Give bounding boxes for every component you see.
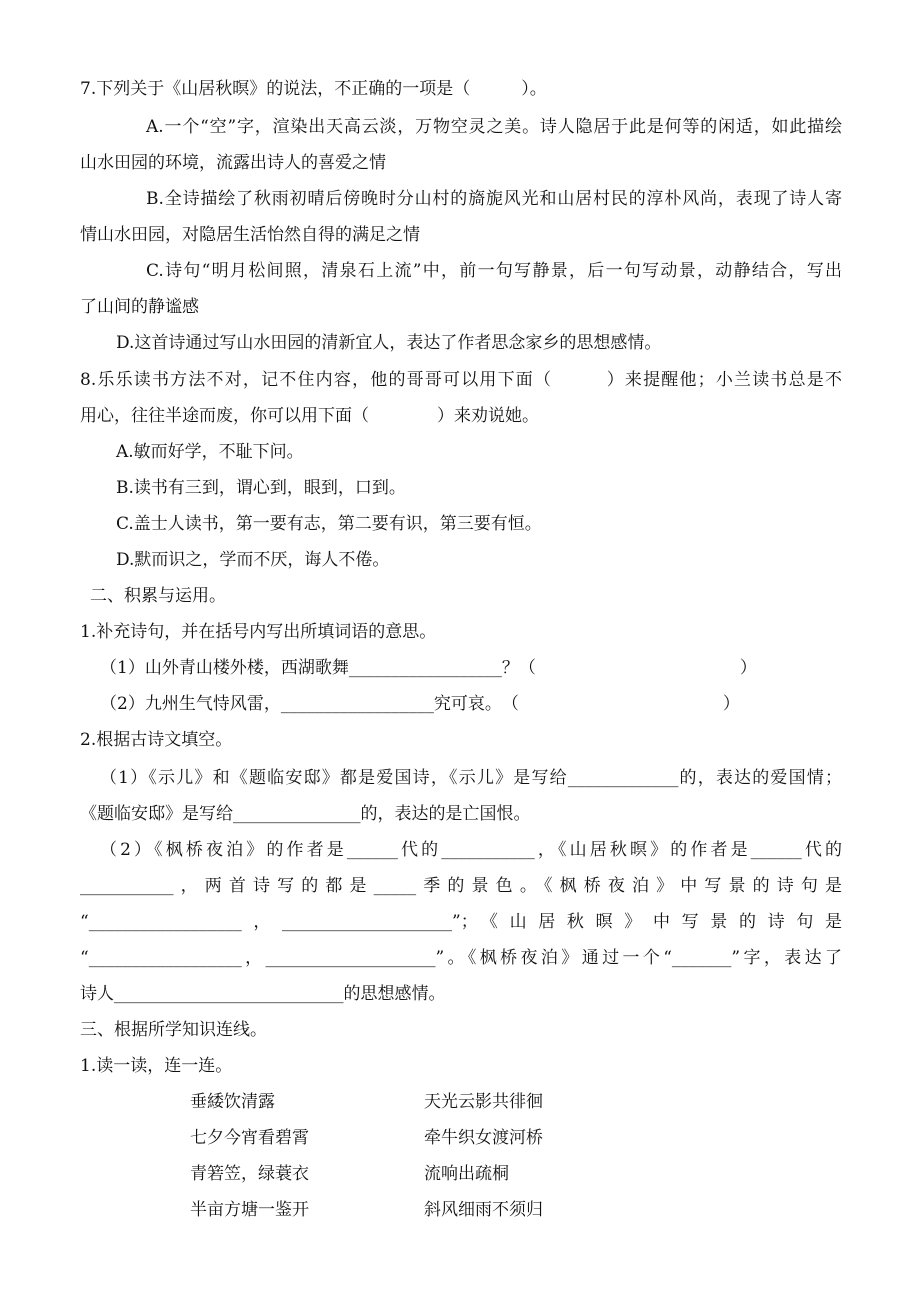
sec2-q2-item2-line2: ___________，两首诗写的都是_____季的景色。《枫桥夜泊》中写景的诗句是 [80, 876, 842, 896]
match-left-item: 青箬笠，绿蓑衣 [190, 1164, 309, 1184]
q7-option-a-line2: 山水田园的环境，流露出诗人的喜爱之情 [80, 153, 386, 173]
q8-option-b: B.读书有三到，谓心到，眼到，口到。 [116, 478, 406, 498]
sec2-q2-item1-line2: 《题临安邸》是写给_______________的，表达的是亡国恨。 [80, 804, 531, 824]
q7-option-a-line1: A.一个“空”字，渲染出天高云淡，万物空灵之美。诗人隐居于此是何等的闲适，如此描绘 [146, 117, 842, 137]
sec3-q1-stem: 1.读一读，连一连。 [80, 1056, 233, 1076]
q7-option-c-line2: 了山间的静谧感 [80, 297, 199, 317]
sec2-q1-stem: 1.补充诗句，并在括号内写出所填词语的意思。 [80, 622, 437, 642]
match-left-item: 半亩方塘一鉴开 [190, 1200, 309, 1220]
section-2-heading: 二、积累与运用。 [90, 586, 226, 606]
q7-option-b-line2: 情山水田园，对隐居生活怡然自得的满足之情 [80, 225, 420, 245]
q8-option-c: C.盖士人读书，第一要有志，第二要有识，第三要有恒。 [116, 514, 542, 534]
match-right-item: 牵牛织女渡河桥 [424, 1128, 543, 1148]
sec2-q2-item2-line1: （2）《枫桥夜泊》的作者是______代的___________，《山居秋暝》的作者是______代的 [100, 840, 842, 860]
match-left-item: 七夕今宵看碧霄 [190, 1128, 309, 1148]
q7-stem: 7.下列关于《山居秋暝》的说法，不正确的一项是（ ）。 [80, 79, 547, 99]
match-right-item: 流响出疏桐 [424, 1164, 509, 1184]
q7-option-d: D.这首诗通过写山水田园的清新宜人，表达了作者思念家乡的思想感情。 [116, 333, 662, 353]
section-3-heading: 三、根据所学知识连线。 [80, 1020, 267, 1040]
q8-stem-line1: 8.乐乐读书方法不对，记不住内容，他的哥哥可以用下面（ ）来提醒他；小兰读书总是不 [80, 370, 842, 390]
match-right-item: 天光云影共徘徊 [424, 1092, 543, 1112]
q8-stem-line2: 用心，往往半途而废，你可以用下面（ ）来劝说她。 [80, 406, 539, 426]
sec2-q2-item2-line3: “__________________，____________________”；《山居秋暝》中写景的诗句是 [80, 912, 842, 932]
sec2-q2-item2-line5: 诗人___________________________的思想感情。 [80, 984, 446, 1004]
sec2-q1-item1: （1）山外青山楼外楼，西湖歌舞__________________？（ ） [100, 658, 757, 678]
q8-option-d: D.默而识之，学而不厌，诲人不倦。 [116, 550, 390, 570]
sec2-q2-stem: 2.根据古诗文填空。 [80, 730, 233, 750]
match-right-item: 斜风细雨不须归 [424, 1200, 543, 1220]
q7-option-b-line1: B.全诗描绘了秋雨初晴后傍晚时分山村的旖旎风光和山居村民的淳朴风尚，表现了诗人寄 [146, 189, 842, 209]
q8-option-a: A.敏而好学，不耻下问。 [116, 442, 304, 462]
sec2-q2-item2-line4: “__________________，____________________”。《枫桥夜泊》通过一个“_______”字，表达了 [80, 948, 842, 968]
sec2-q1-item2: （2）九州生气恃风雷，__________________究可哀。 （ ） [100, 694, 740, 714]
match-left-item: 垂緌饮清露 [190, 1092, 275, 1112]
q7-option-c-line1: C.诗句“明月松间照，清泉石上流”中，前一句写静景，后一句写动景，动静结合，写出 [146, 261, 842, 281]
sec2-q2-item1-line1: （1）《示儿》和《题临安邸》都是爱国诗，《示儿》是写给_____________的，表达的爱国情； [100, 768, 842, 788]
